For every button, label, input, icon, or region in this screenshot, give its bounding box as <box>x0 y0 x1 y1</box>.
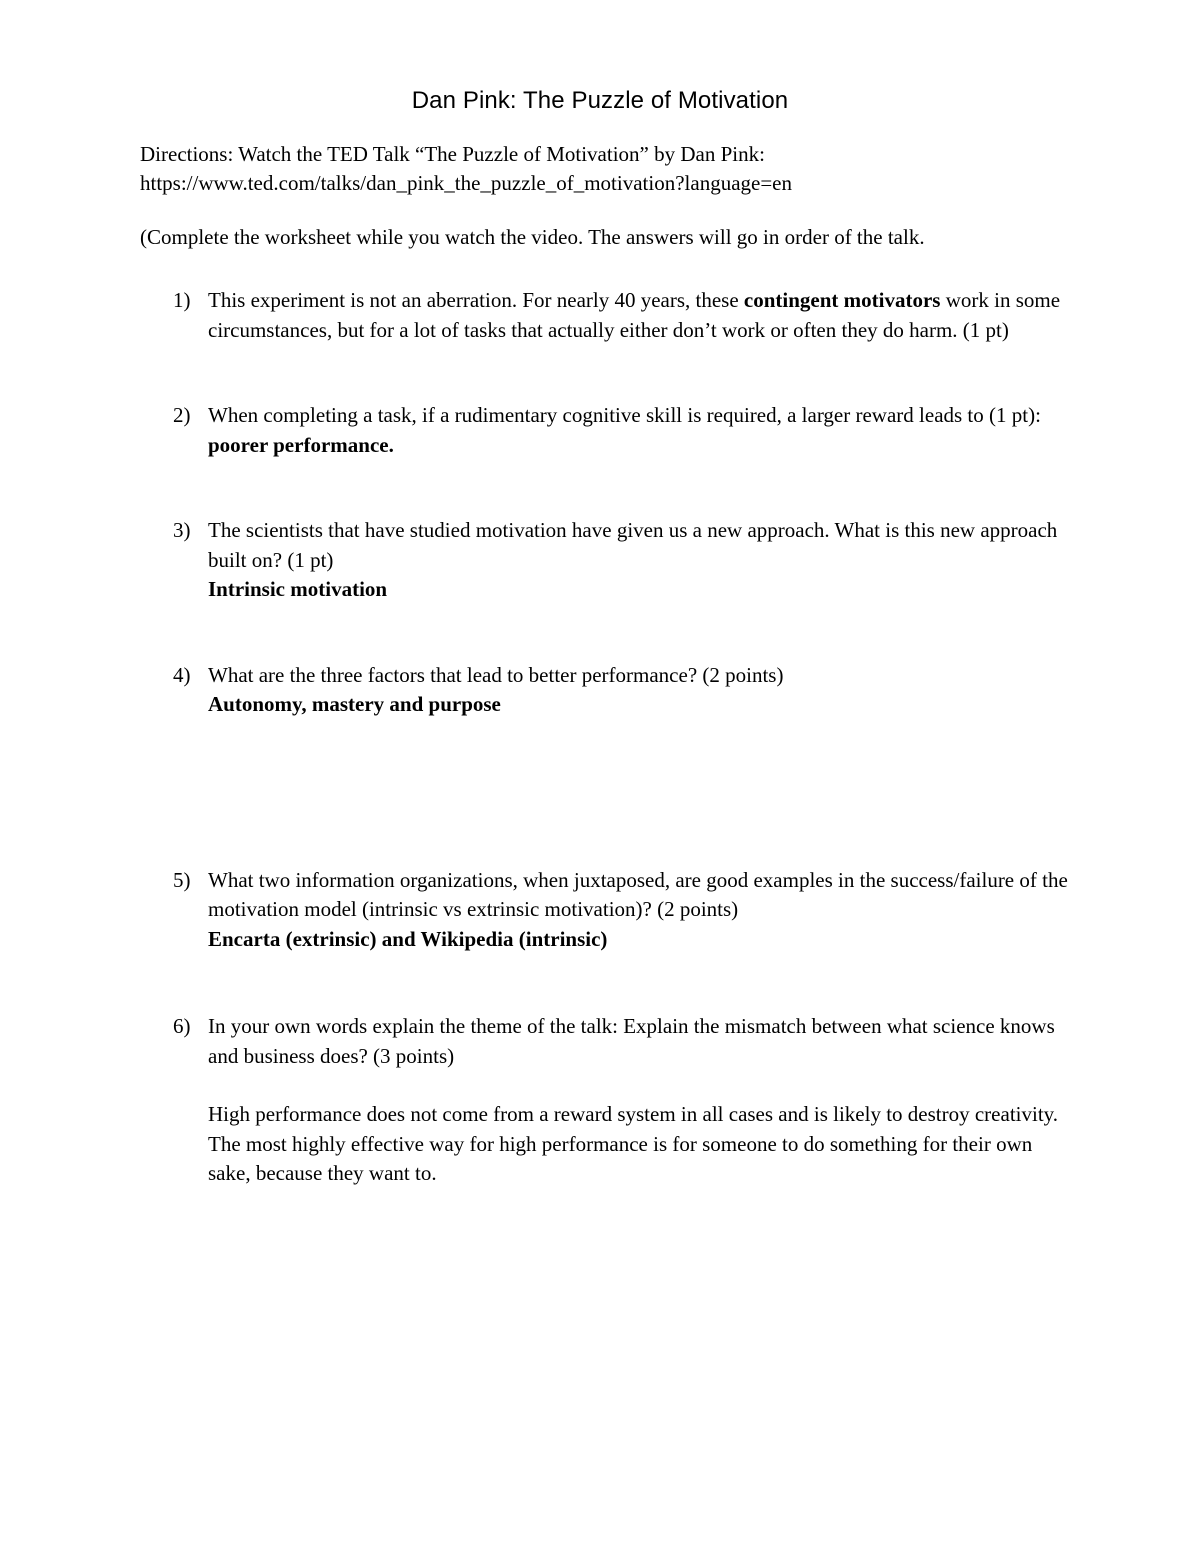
question-item-5 <box>140 866 1072 955</box>
page-title: Dan Pink: The Puzzle of Motivation <box>411 87 789 115</box>
question-number-6: 6) <box>173 1014 191 1038</box>
worksheet-instructions: (Complete the worksheet while you watch the video. The answers will go in order of the talk. <box>140 225 925 249</box>
question-text-6: In your own words explain the theme of the talk: Explain the mismatch between what science knows and business does? (3 points) <box>208 1014 1055 1068</box>
question-list <box>140 286 1072 1189</box>
question-item-1 <box>140 286 1072 345</box>
question-item-4 <box>140 661 1072 720</box>
question-text-5: What two information organizations, when juxtaposed, are good examples in the success/failure of the motivation model (intrinsic vs extrinsic motivation)? (2 points) <box>208 867 1068 921</box>
question-2-answer-inline: poorer performance. <box>208 432 394 457</box>
intro-block <box>140 140 1072 252</box>
question-number-2: 2) <box>173 403 191 427</box>
question-number-1: 1) <box>173 288 191 312</box>
question-number-3: 3) <box>173 518 191 542</box>
question-text-4: What are the three factors that lead to better performance? (2 points) <box>208 662 784 687</box>
question-text-1-part-b: work in some circumstances, but for a lot of tasks that actually either don’t work or often they do harm. (1 pt) <box>208 288 1061 342</box>
question-text-2-part-a: When completing a task, if a rudimentary cognitive skill is required, a larger reward leads to (1 pt): <box>208 403 1041 427</box>
question-1-bold-term: contingent motivators <box>743 288 941 312</box>
question-number-4: 4) <box>173 662 191 687</box>
question-text-1-part-a: This experiment is not an aberration. For nearly 40 years, these <box>208 288 744 312</box>
question-item-6 <box>140 1012 1072 1189</box>
question-3-answer: Intrinsic motivation <box>208 577 388 601</box>
directions-url: https://www.ted.com/talks/dan_pink_the_puzzle_of_motivation?language=en <box>140 171 792 195</box>
question-text-1 <box>208 286 1072 345</box>
question-5-answer: Encarta (extrinsic) and Wikipedia (intrinsic) <box>208 926 608 951</box>
question-4-answer: Autonomy, mastery and purpose <box>208 692 501 716</box>
question-item-3 <box>140 516 1072 605</box>
question-item-2 <box>140 401 1072 460</box>
directions-line-1: Directions: Watch the TED Talk “The Puzzle of Motivation” by Dan Pink: <box>140 142 765 166</box>
question-text-3: The scientists that have studied motivation have given us a new approach. What is this new approach built on? (1 pt) <box>208 518 1058 572</box>
question-6-free-response: High performance does not come from a reward system in all cases and is likely to destroy creativity. The most highly effective way for high performance is for someone to do something for their own sake, because they want to. <box>208 1102 1059 1185</box>
question-number-5: 5) <box>173 867 191 892</box>
question-text-2 <box>208 401 1072 460</box>
